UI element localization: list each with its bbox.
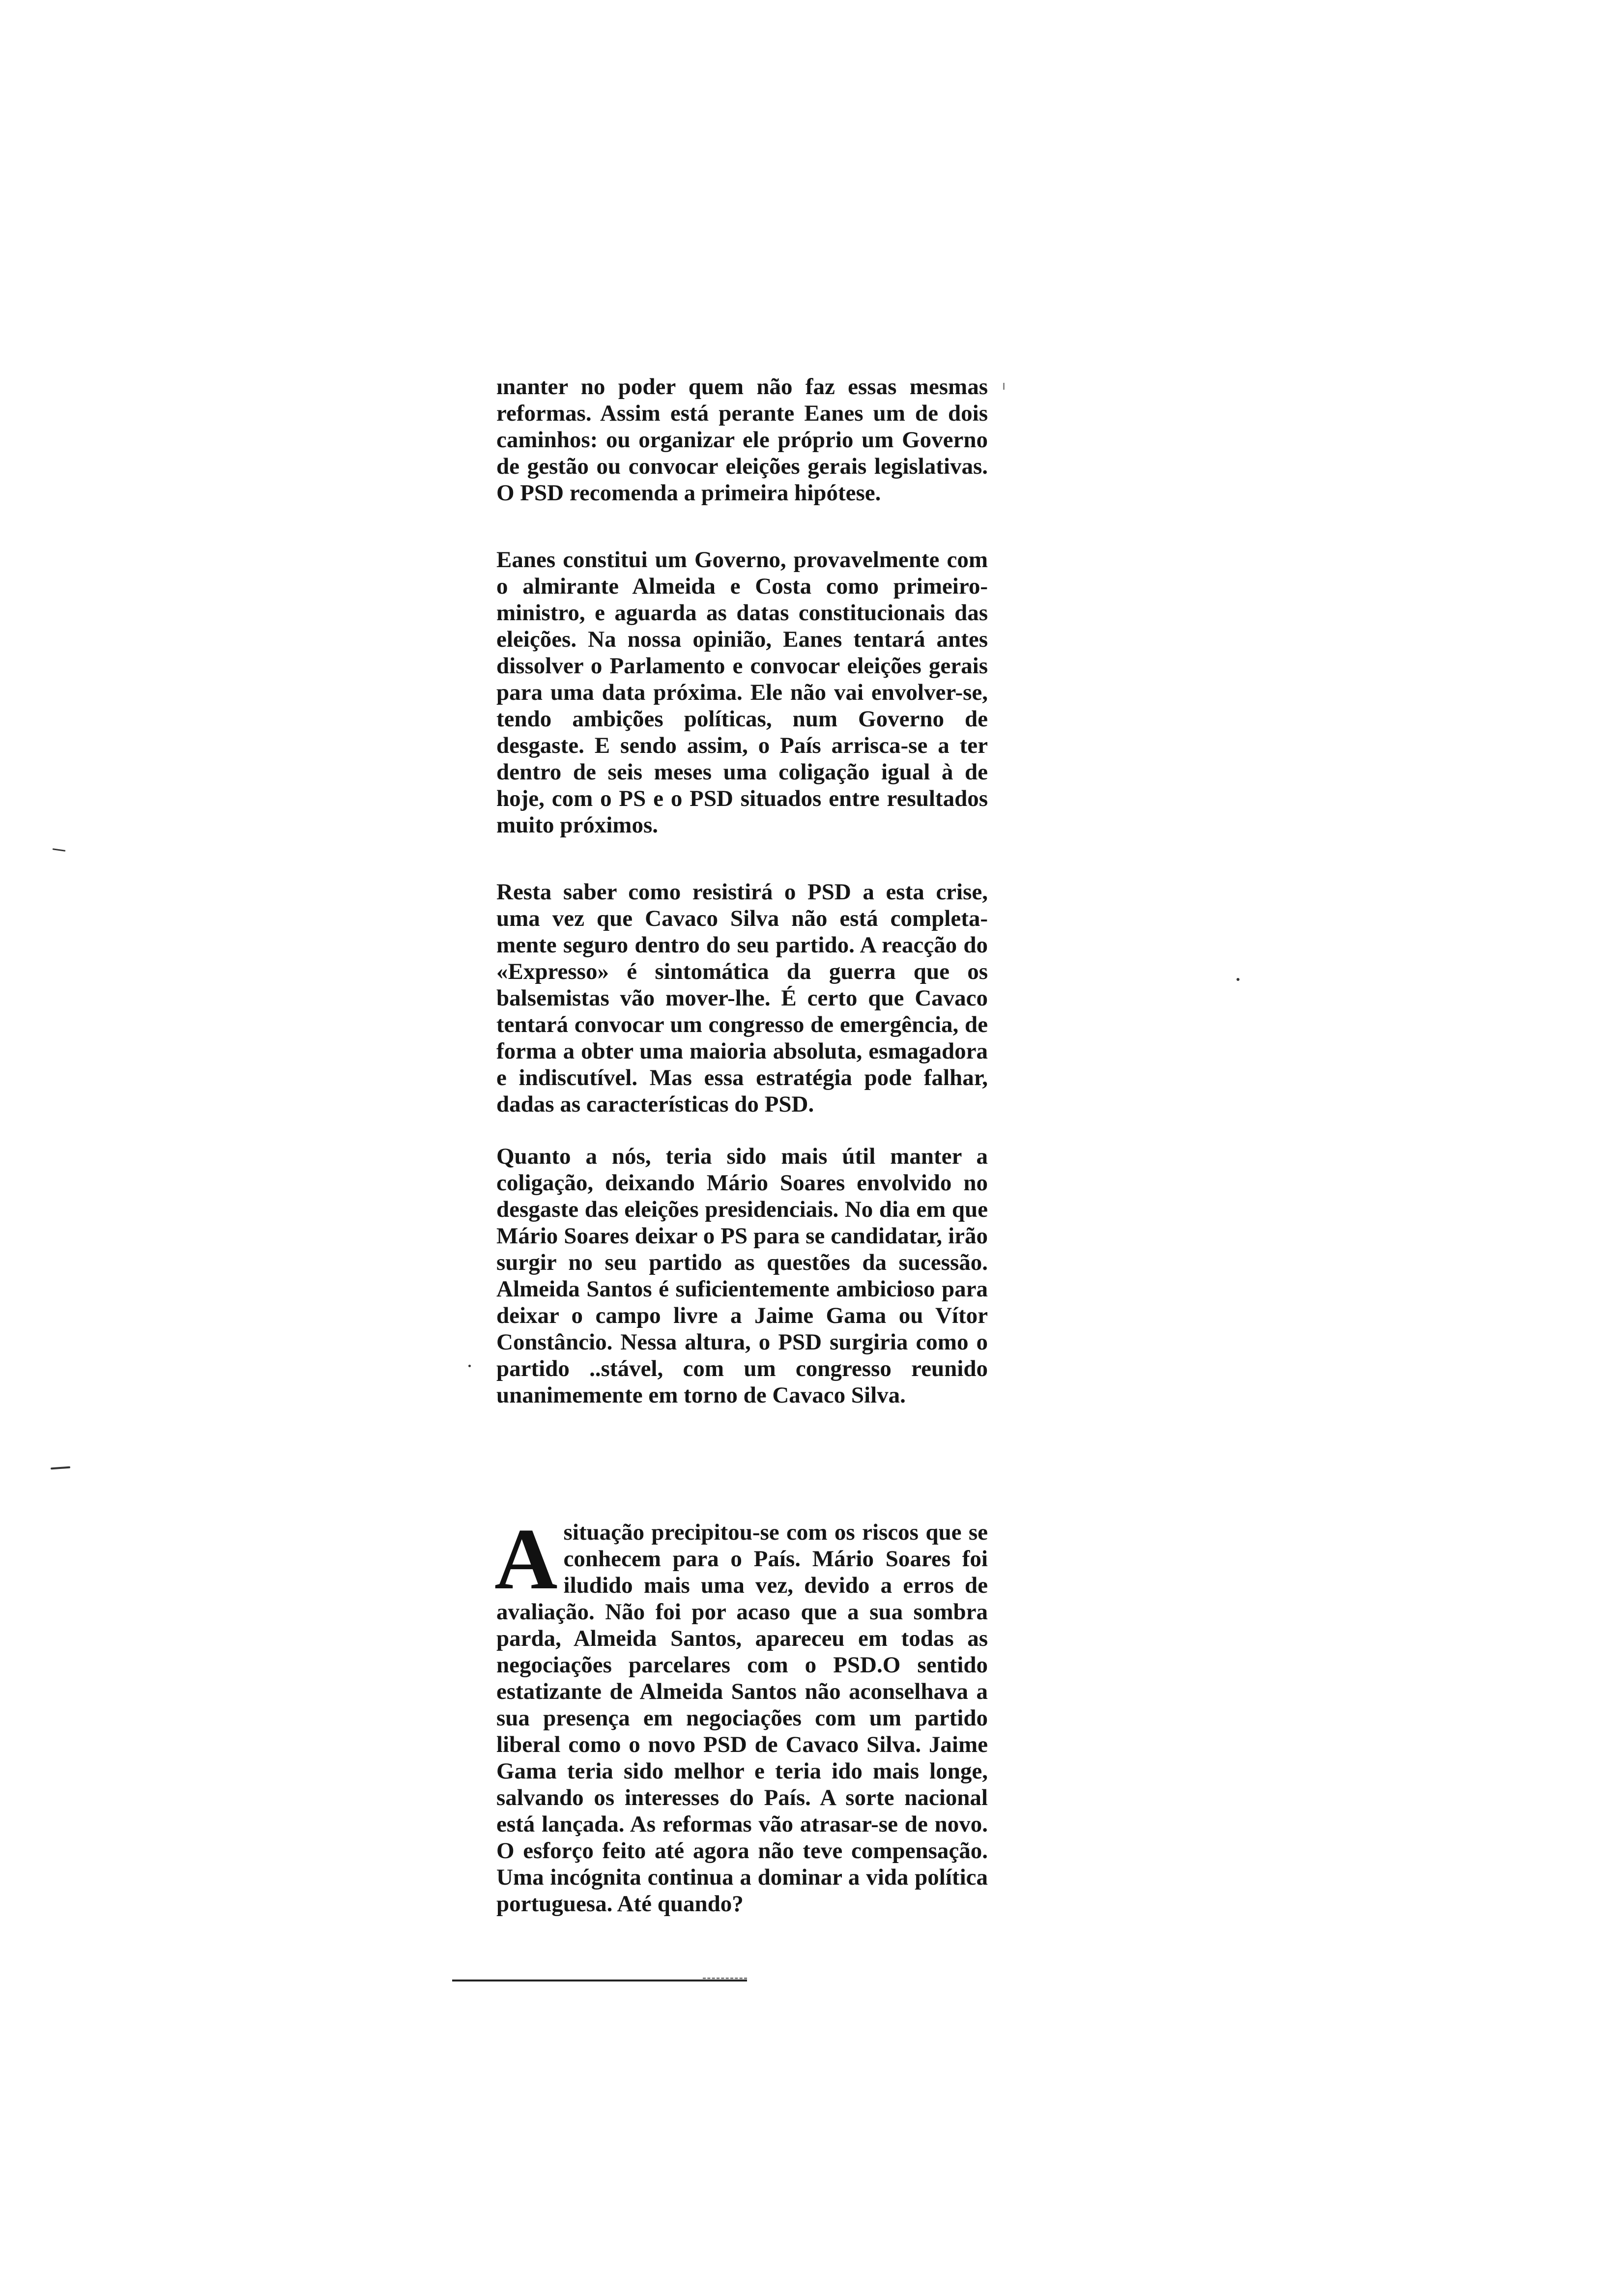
scan-dot bbox=[1237, 978, 1239, 981]
article-column bbox=[496, 373, 988, 1917]
drop-cap-letter: A bbox=[494, 1510, 558, 1607]
scan-dot bbox=[468, 1365, 471, 1367]
scan-mark bbox=[1003, 383, 1005, 390]
end-rule bbox=[452, 1980, 747, 1981]
paragraph-coalition: Quanto a nós, teria sido mais útil manter a coligação, deixando Mário Soares envolvido no desgaste das eleições presidenciais. No dia em que Mário Soares deixar o PS para se candidatar, irão surgir no seu partido as questões da sucessão. Almeida Santos é suficientemente ambicioso para deixar o campo livre a Jaime Gama ou Vítor Constâncio. Nessa altura, o PSD surgiria como o partido ..stável, com um congresso reunido unanimemente em torno de Cavaco Silva. bbox=[496, 1144, 988, 1408]
paragraph-psd-crisis: Resta saber como resistirá o PSD a esta crise, uma vez que Cavaco Silva não está completamente seguro dentro do seu partido. A reacção do «Expresso» é sintomática da guerra que os balsemistas vão mover-lhe. É certo que Cavaco tentará convocar um congresso de emergência, de forma a obter uma maioria absoluta, esmagadora e indiscutível. Mas essa estratégia pode falhar, dadas as características do PSD. bbox=[496, 879, 988, 1117]
paragraph-eanes-government: Eanes constitui um Governo, provavelmente com o almirante Almeida e Costa como primeiro-ministro, e aguarda as datas constitucionais das eleições. Na nossa opinião, Eanes tentará antes dissolver o Parlamento e convocar eleições gerais para uma data próxima. Ele não vai envolver-se, tendo ambições políticas, num Governo de desgaste. E sendo assim, o País arrisca-se a ter dentro de seis meses uma coligação igual à de hoje, com o PS e o PSD situados entre resultados muito próximos. bbox=[496, 547, 988, 838]
end-rule-fade bbox=[703, 1978, 747, 1979]
closing-text: situação precipitou-se com os riscos que se conhecem para o País. Mário Soares foi iludido mais uma vez, devido a erros de avaliação. Não foi por acaso que a sua sombra parda, Almeida Santos, apareceu em todas as negociações parcelares com o PSD.O sentido estatizante de Almeida Santos não aconselhava a sua presença em negociações com um partido liberal como o novo PSD de Cavaco Silva. Jaime Gama teria sido melhor e teria ido mais longe, salvando os interesses do País. A sorte nacional está lançada. As reformas vão atrasar-se de novo. O esforço feito até agora não teve compensação. Uma incógnita continua a dominar a vida política portuguesa. Até quando? bbox=[496, 1520, 988, 1917]
scan-mark bbox=[51, 1466, 70, 1470]
scan-mark bbox=[53, 848, 65, 852]
paragraph-closing bbox=[494, 1510, 988, 1917]
paragraph-reforms: ınanter no poder quem não faz essas mesmas reformas. Assim está perante Eanes um de dois caminhos: ou organizar ele próprio um Governo de gestão ou convocar eleições gerais legislativas. O PSD recomenda a primeira hipótese. bbox=[496, 374, 988, 506]
